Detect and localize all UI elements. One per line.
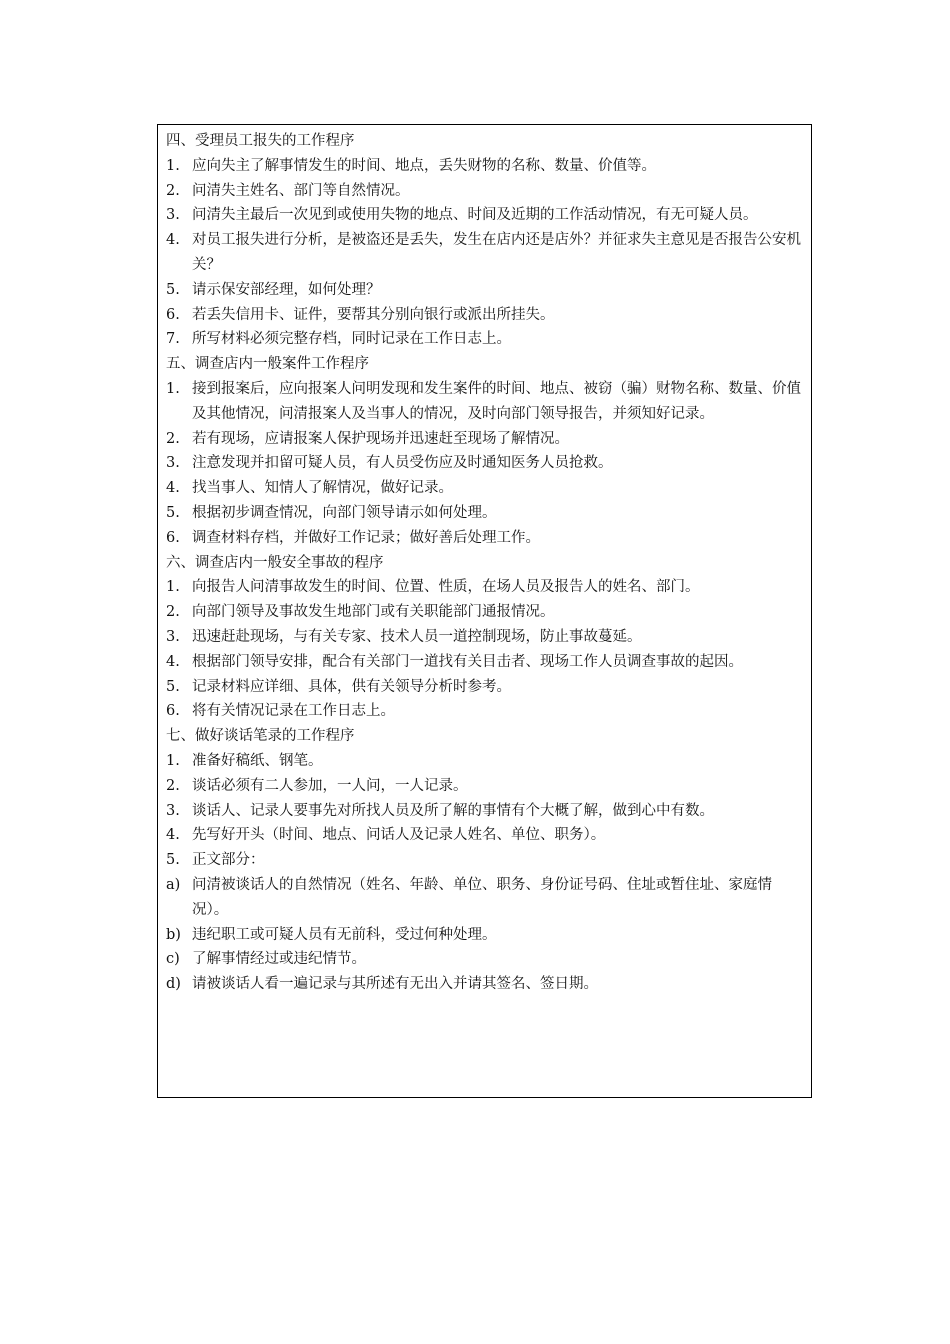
list-item-number: 5. <box>166 281 180 298</box>
list-item-text: 调查材料存档，并做好工作记录；做好善后处理工作。 <box>192 529 540 546</box>
list-item-text: 注意发现并扣留可疑人员，有人员受伤应及时通知医务人员抢救。 <box>192 455 613 472</box>
list-item-number: d) <box>166 976 181 993</box>
list-item-text: 请被谈话人看一遍记录与其所述有无出入并请其签名、签日期。 <box>192 976 598 993</box>
list-item <box>166 154 803 179</box>
list-item-text: 根据部门领导安排，配合有关部门一道找有关目击者、现场工作人员调查事故的起因。 <box>192 653 743 670</box>
list-item <box>166 228 803 278</box>
list-item <box>166 625 803 650</box>
list-item-text: 违纪职工或可疑人员有无前科，受过何种处理。 <box>192 926 497 943</box>
list-item-number: 2. <box>166 604 180 621</box>
list-item-text: 所写材料必须完整存档，同时记录在工作日志上。 <box>192 331 511 348</box>
section-heading: 四、受理员工报失的工作程序 <box>166 133 355 149</box>
list-item-text: 应向失主了解事情发生的时间、地点，丢失财物的名称、数量、价值等。 <box>192 157 656 174</box>
list-item <box>166 575 803 600</box>
list-item-text: 对员工报失进行分析，是被盗还是丢失，发生在店内还是店外？并征求失主意见是否报告公安机关？ <box>192 232 801 273</box>
list-item-number: 1. <box>166 157 180 174</box>
list-item <box>166 303 803 328</box>
list-item-text: 将有关情况记录在工作日志上。 <box>192 703 395 720</box>
list-item-number: 6. <box>166 529 180 546</box>
list-item-number: 6. <box>166 306 180 323</box>
list-item-text: 若丢失信用卡、证件，要帮其分别向银行或派出所挂失。 <box>192 306 555 323</box>
list-item <box>166 278 803 303</box>
list-item-number: 2. <box>166 777 180 794</box>
list-item-text: 了解事情经过或违纪情节。 <box>192 951 366 968</box>
list-item-text: 若有现场，应请报案人保护现场并迅速赶至现场了解情况。 <box>192 430 569 447</box>
section-heading: 五、调查店内一般案件工作程序 <box>166 356 369 373</box>
list-item-number: 4. <box>166 653 180 670</box>
list-item-text: 向报告人问清事故发生的时间、位置、性质，在场人员及报告人的姓名、部门。 <box>192 579 700 596</box>
list-item <box>166 526 803 551</box>
list-item-text: 根据初步调查情况，向部门领导请示如何处理。 <box>192 504 497 521</box>
list-item-text: 迅速赶赴现场，与有关专家、技术人员一道控制现场，防止事故蔓延。 <box>192 628 642 645</box>
list-item <box>166 923 803 948</box>
list-item <box>166 650 803 675</box>
list-item-number: 3. <box>166 802 180 819</box>
section-heading: 七、做好谈话笔录的工作程序 <box>166 728 355 745</box>
list-item-text: 问清失主姓名、部门等自然情况。 <box>192 182 410 199</box>
list-item-number: 7. <box>166 331 180 348</box>
list-item <box>166 600 803 625</box>
list-item <box>166 699 803 724</box>
procedure-table-cell <box>157 124 812 1098</box>
list-item <box>166 774 803 799</box>
list-item <box>166 451 803 476</box>
list-item <box>166 749 803 774</box>
list-item <box>166 947 803 972</box>
list-item-text: 谈话必须有二人参加，一人问，一人记录。 <box>192 777 468 794</box>
list-item-text: 向部门领导及事故发生地部门或有关职能部门通报情况。 <box>192 604 555 621</box>
list-item-text: 接到报案后，应向报案人问明发现和发生案件的时间、地点、被窃（骗）财物名称、数量、价值及其他情况，问清报案人及当事人的情况，及时向部门领导报告，并须知好记录。 <box>192 380 801 422</box>
list-item <box>166 873 803 923</box>
list-item-text: 谈话人、记录人要事先对所找人员及所了解的事情有个大概了解，做到心中有数。 <box>192 802 714 819</box>
list-item <box>166 799 803 824</box>
list-item-number: 1. <box>166 579 180 596</box>
list-item-number: 6. <box>166 703 180 720</box>
list-item <box>166 476 803 501</box>
list-item <box>166 823 803 848</box>
list-item-number: a) <box>166 876 181 893</box>
list-item <box>166 972 803 997</box>
list-item <box>166 327 803 352</box>
list-item-number: 4. <box>166 827 180 844</box>
list-item-number: 5. <box>166 504 180 521</box>
list-item-number: b) <box>166 926 181 943</box>
list-item-text: 找当事人、知情人了解情况，做好记录。 <box>192 480 453 497</box>
list-item-number: c) <box>166 951 180 968</box>
list-item <box>166 848 803 873</box>
list-item-number: 4. <box>166 232 180 249</box>
list-item-number: 5. <box>166 678 180 695</box>
list-item-number: 3. <box>166 207 180 224</box>
list-item <box>166 675 803 700</box>
list-item <box>166 377 803 427</box>
list-item <box>166 179 803 204</box>
list-item-text: 记录材料应详细、具体，供有关领导分析时参考。 <box>192 678 511 695</box>
list-item-number: 3. <box>166 628 180 645</box>
list-item-number: 1. <box>166 752 180 769</box>
list-item-number: 2. <box>166 182 180 199</box>
list-item-text: 正文部分： <box>192 852 265 869</box>
list-item <box>166 427 803 452</box>
list-item <box>166 203 803 228</box>
list-item <box>166 501 803 526</box>
list-item-text: 请示保安部经理，如何处理？ <box>192 281 381 298</box>
list-item-text: 问清被谈话人的自然情况（姓名、年龄、单位、职务、身份证号码、住址或暂住址、家庭情况）。 <box>192 876 772 918</box>
section-heading: 六、调查店内一般安全事故的程序 <box>166 554 384 571</box>
list-item-number: 4. <box>166 480 180 497</box>
list-item-number: 1. <box>166 380 180 397</box>
list-item-text: 准备好稿纸、钢笔。 <box>192 752 323 769</box>
list-item-number: 2. <box>166 430 180 447</box>
list-item-text: 先写好开头（时间、地点、问话人及记录人姓名、单位、职务）。 <box>192 827 606 844</box>
list-item-number: 3. <box>166 455 180 472</box>
list-item-number: 5. <box>166 852 180 869</box>
list-item-text: 问清失主最后一次见到或使用失物的地点、时间及近期的工作活动情况，有无可疑人员。 <box>192 207 758 224</box>
